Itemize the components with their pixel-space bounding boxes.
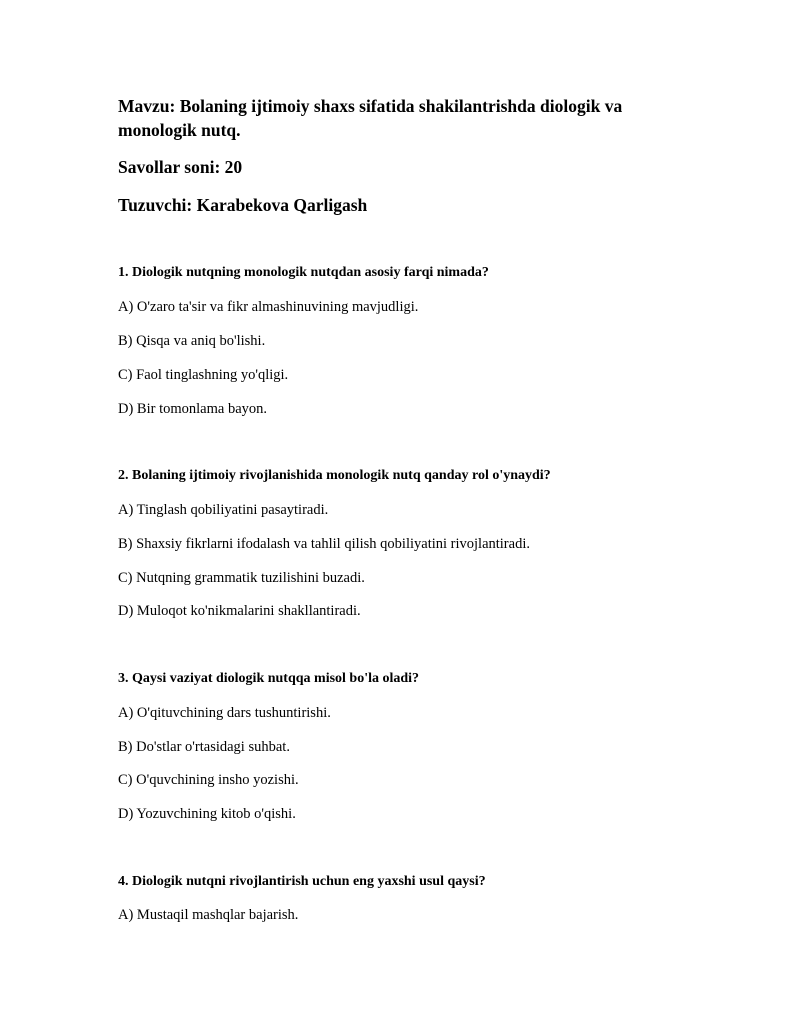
question-title: 1. Diologik nutqning monologik nutqdan asosiy farqi nimada?: [118, 265, 489, 280]
author: Tuzuvchi: Karabekova Qarligash: [118, 195, 368, 215]
answer-option: B) Qisqa va aniq bo'lishi.: [118, 333, 266, 349]
answer-option: C) Nutqning grammatik tuzilishini buzadi.: [118, 570, 365, 586]
answer-option: D) Yozuvchining kitob o'qishi.: [118, 806, 296, 822]
answer-option: A) O'zaro ta'sir va fikr almashinuvining mavjudligi.: [118, 299, 419, 315]
answer-option: C) Faol tinglashning yo'qligi.: [118, 367, 289, 383]
answer-option: A) O'qituvchining dars tushuntirishi.: [118, 705, 331, 721]
answer-option: D) Bir tomonlama bayon.: [118, 401, 268, 417]
answer-option: A) Tinglash qobiliyatini pasaytiradi.: [118, 502, 329, 518]
topic-title-line-2: monologik nutq.: [118, 120, 241, 140]
answer-option: A) Mustaqil mashqlar bajarish.: [118, 907, 299, 923]
question-title: 2. Bolaning ijtimoiy rivojlanishida monologik nutq qanday rol o'ynaydi?: [118, 468, 551, 483]
answer-option: B) Shaxsiy fikrlarni ifodalash va tahlil qilish qobiliyatini rivojlantiradi.: [118, 536, 530, 552]
question-title: 4. Diologik nutqni rivojlantirish uchun eng yaxshi usul qaysi?: [118, 874, 486, 889]
question-count: Savollar soni: 20: [118, 157, 243, 177]
topic-title-line-1: Mavzu: Bolaning ijtimoiy shaxs sifatida shakilantrishda diologik va: [118, 96, 623, 116]
answer-option: C) O'quvchining insho yozishi.: [118, 772, 299, 788]
answer-option: D) Muloqot ko'nikmalarini shakllantiradi.: [118, 603, 361, 619]
answer-option: B) Do'stlar o'rtasidagi suhbat.: [118, 739, 290, 755]
question-title: 3. Qaysi vaziyat diologik nutqqa misol bo'la oladi?: [118, 671, 420, 686]
